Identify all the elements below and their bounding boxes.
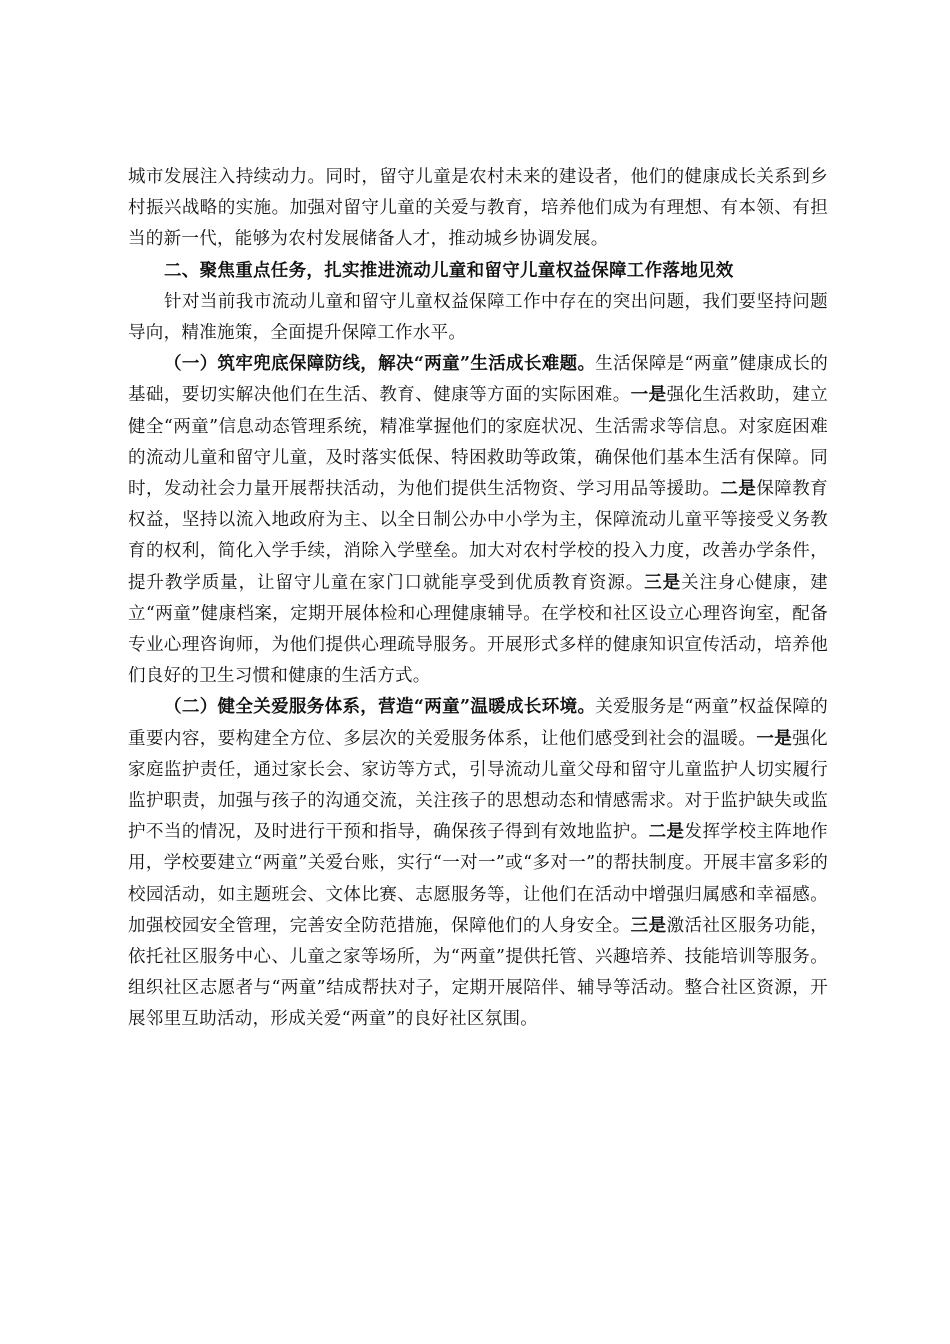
subsection-one-point-3-label: 三是 xyxy=(644,572,682,593)
section-heading-two: 二、聚焦重点任务，扎实推进流动儿童和留守儿童权益保障工作落地见效 xyxy=(164,260,734,281)
subsection-two-text-1: 关爱服务是“两童”权益保障的重要内容，要构建全方位、多层次的关爱服务体系，让他们感受到社会的温暖。 xyxy=(128,697,828,749)
subsection-two-text-4: 激活社区服务功能，依托社区服务中心、儿童之家等场所，为“两童”提供托管、兴趣培养、技能培训等服务。组织社区志愿者与“两童”结成帮扶对子，定期开展陪伴、辅导等活动。整合社区资源，开展邻里互助活动，形成关爱“两童”的良好社区氛围。 xyxy=(128,915,828,1030)
subsection-one-title: （一）筑牢兜底保障防线，解决“两童”生活成长难题。 xyxy=(164,354,596,375)
paragraph-subsection-one xyxy=(128,349,828,692)
subsection-one-text-1: 生活保障是“两童”健康成长的基础，要切实解决他们在生活、教育、健康等方面的实际困难。 xyxy=(128,354,828,406)
paragraph-subsection-two xyxy=(128,692,828,1035)
paragraph-intro-continued: 城市发展注入持续动力。同时，留守儿童是农村未来的建设者，他们的健康成长关系到乡村振兴战略的实施。加强对留守儿童的关爱与教育，培养他们成为有理想、有本领、有担当的新一代，能够为农村发展储备人才，推动城乡协调发展。 xyxy=(128,167,828,250)
subsection-one-point-1-label: 一是 xyxy=(630,385,667,406)
subsection-two-text-2: 强化家庭监护责任，通过家长会、家访等方式，引导流动儿童父母和留守儿童监护人切实履行监护职责，加强与孩子的沟通交流，关注孩子的思想动态和情感需求。对于监护缺失或监护不当的情况，及时进行干预和指导，确保孩子得到有效地监护。 xyxy=(128,728,828,843)
subsection-one-point-2-label: 二是 xyxy=(720,479,757,500)
subsection-one-text-4: 关注身心健康，建立“两童”健康档案，定期开展体检和心理健康辅导。在学校和社区设立心理咨询室，配备专业心理咨询师，为他们提供心理疏导服务。开展形式多样的健康知识宣传活动，培养他们良好的卫生习惯和健康的生活方式。 xyxy=(128,572,828,687)
subsection-one-text-3: 保障教育权益，坚持以流入地政府为主、以全日制公办中小学为主，保障流动儿童平等接受义务教育的权利，简化入学手续，消除入学壁垒。加大对农村学校的投入力度，改善办学条件，提升教学质量，让留守儿童在家门口就能享受到优质教育资源。 xyxy=(128,479,828,593)
paragraph-section-intro: 针对当前我市流动儿童和留守儿童权益保障工作中存在的突出问题，我们要坚持问题导向，精准施策，全面提升保障工作水平。 xyxy=(128,291,828,344)
subsection-two-point-3-label: 三是 xyxy=(630,915,667,936)
subsection-two-point-2-label: 二是 xyxy=(648,822,685,843)
subsection-two-text-3: 发挥学校主阵地作用，学校要建立“两童”关爱台账，实行“一对一”或“多对一”的帮扶制度。开展丰富多彩的校园活动，如主题班会、文体比赛、志愿服务等，让他们在活动中增强归属感和幸福感。加强校园安全管理，完善安全防范措施，保障他们的人身安全。 xyxy=(128,822,828,936)
subsection-one-text-2: 强化生活救助，建立健全“两童”信息动态管理系统，精准掌握他们的家庭状况、生活需求等信息。对家庭困难的流动儿童和留守儿童，及时落实低保、特困救助等政策，确保他们基本生活有保障。同时，发动社会力量开展帮扶活动，为他们提供生活物资、学习用品等援助。 xyxy=(128,385,828,500)
subsection-two-point-1-label: 一是 xyxy=(756,728,793,749)
document-body xyxy=(128,162,828,1036)
subsection-two-title: （二）健全关爱服务体系，营造“两童”温暖成长环境。 xyxy=(164,697,596,718)
